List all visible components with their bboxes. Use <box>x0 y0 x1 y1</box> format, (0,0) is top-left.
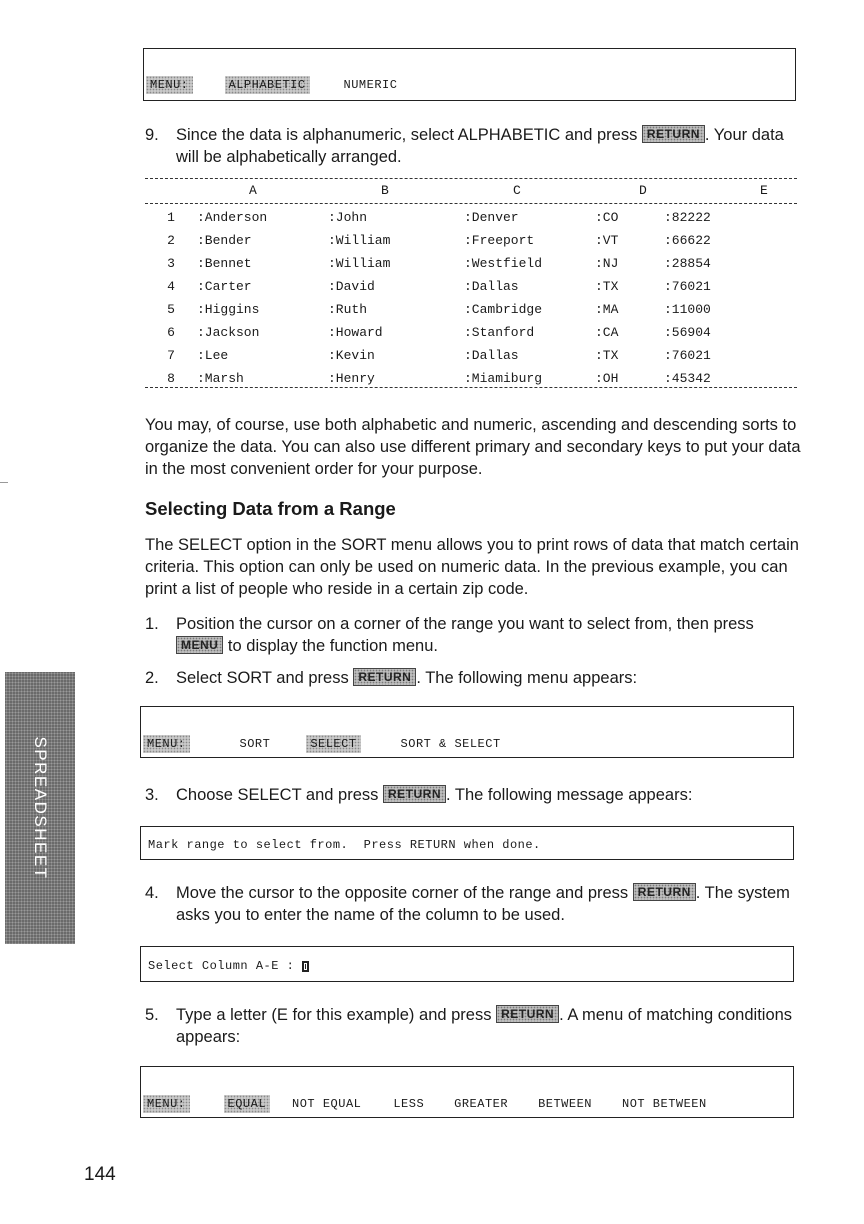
menu-label: MENU: <box>143 735 190 753</box>
menu-item-not-between[interactable]: NOT BETWEEN <box>622 1097 707 1111</box>
select-column-prompt: Select Column A-E : <box>148 959 295 973</box>
mark-range-message: Mark range to select from. Press RETURN when done. <box>148 838 541 852</box>
menu-key-icon: MENU <box>176 636 223 654</box>
table-row: 3 :Bennet :William :Westfield :NJ :28854 <box>167 256 711 271</box>
page-number: 144 <box>84 1164 116 1185</box>
menu-label: MENU: <box>146 76 193 94</box>
table-row: 5 :Higgins :Ruth :Cambridge :MA :11000 <box>167 302 711 317</box>
menu-item-less[interactable]: LESS <box>393 1097 425 1111</box>
menu-screen-alpha-numeric <box>143 48 796 101</box>
column-header-e: E <box>760 183 768 198</box>
return-key-icon: RETURN <box>496 1005 559 1023</box>
column-header-b: B <box>381 183 389 198</box>
return-key-icon: RETURN <box>353 668 416 686</box>
menu-label: MENU: <box>143 1095 190 1113</box>
step-3: 3. Choose SELECT and press RETURN . The following message appears: <box>145 786 693 804</box>
menu-item-between[interactable]: BETWEEN <box>538 1097 592 1111</box>
column-header-d: D <box>639 183 647 198</box>
table-row: 7 :Lee :Kevin :Dallas :TX :76021 <box>167 348 711 363</box>
table-row: 1 :Anderson :John :Denver :CO :82222 <box>167 210 711 225</box>
spreadsheet-table <box>145 206 744 390</box>
menu-item-numeric[interactable]: NUMERIC <box>343 78 398 92</box>
step-2: 2. Select SORT and press RETURN . The following menu appears: <box>145 669 638 687</box>
table-row: 4 :Carter :David :Dallas :TX :76021 <box>167 279 711 294</box>
step-4: 4. Move the cursor to the opposite corner of the range and press RETURN . The system asks you to enter the name of the column to be used. <box>145 884 790 924</box>
table-row: 8 :Marsh :Henry :Miamiburg :OH :45342 <box>167 371 711 386</box>
menu-screen-conditions <box>140 1066 794 1118</box>
menu-item-select[interactable]: SELECT <box>306 735 360 753</box>
return-key-icon: RETURN <box>633 883 696 901</box>
body-paragraph-sort-tips: You may, of course, use both alphabetic and numeric, ascending and descending sorts to organize the data. You can also use different primary and secondary keys to put your data in the most convenient order for your purpose. <box>145 416 801 478</box>
column-header-a: A <box>249 183 257 198</box>
section-heading: Selecting Data from a Range <box>145 498 396 519</box>
menu-item-sort-and-select[interactable]: SORT & SELECT <box>400 737 501 751</box>
menu-item-greater[interactable]: GREATER <box>454 1097 509 1111</box>
table-row: 6 :Jackson :Howard :Stanford :CA :56904 <box>167 325 711 340</box>
return-key-icon: RETURN <box>383 785 446 803</box>
prompt-screen-select-column <box>140 946 794 982</box>
chapter-side-tab <box>5 672 75 944</box>
menu-item-alphabetic[interactable]: ALPHABETIC <box>225 76 310 94</box>
menu-item-not-equal[interactable]: NOT EQUAL <box>292 1097 362 1111</box>
message-screen-mark-range <box>140 826 794 860</box>
chapter-tab-label: SPREADSHEET <box>31 736 50 880</box>
text-cursor[interactable] <box>302 961 309 972</box>
return-key-icon: RETURN <box>642 125 705 143</box>
menu-item-sort[interactable]: SORT <box>239 737 271 751</box>
body-paragraph-select: The SELECT option in the SORT menu allows you to print rows of data that match certain criteria. This option can only be used on numeric data. In the previous example, you can print a list of people who reside in a certain zip code. <box>145 536 799 598</box>
step-5: 5. Type a letter (E for this example) and press RETURN . A menu of matching conditions appears: <box>145 1006 793 1046</box>
column-header-c: C <box>513 183 521 198</box>
step-9: 9. Since the data is alphanumeric, select ALPHABETIC and press RETURN . Your data will be alphabetically arranged. <box>145 126 784 166</box>
menu-item-equal[interactable]: EQUAL <box>224 1095 271 1113</box>
step-1: 1. Position the cursor on a corner of the range you want to select from, then press MENU to display the function menu. <box>145 615 754 655</box>
table-row: 2 :Bender :William :Freeport :VT :66622 <box>167 233 711 248</box>
menu-screen-sort <box>140 706 794 758</box>
